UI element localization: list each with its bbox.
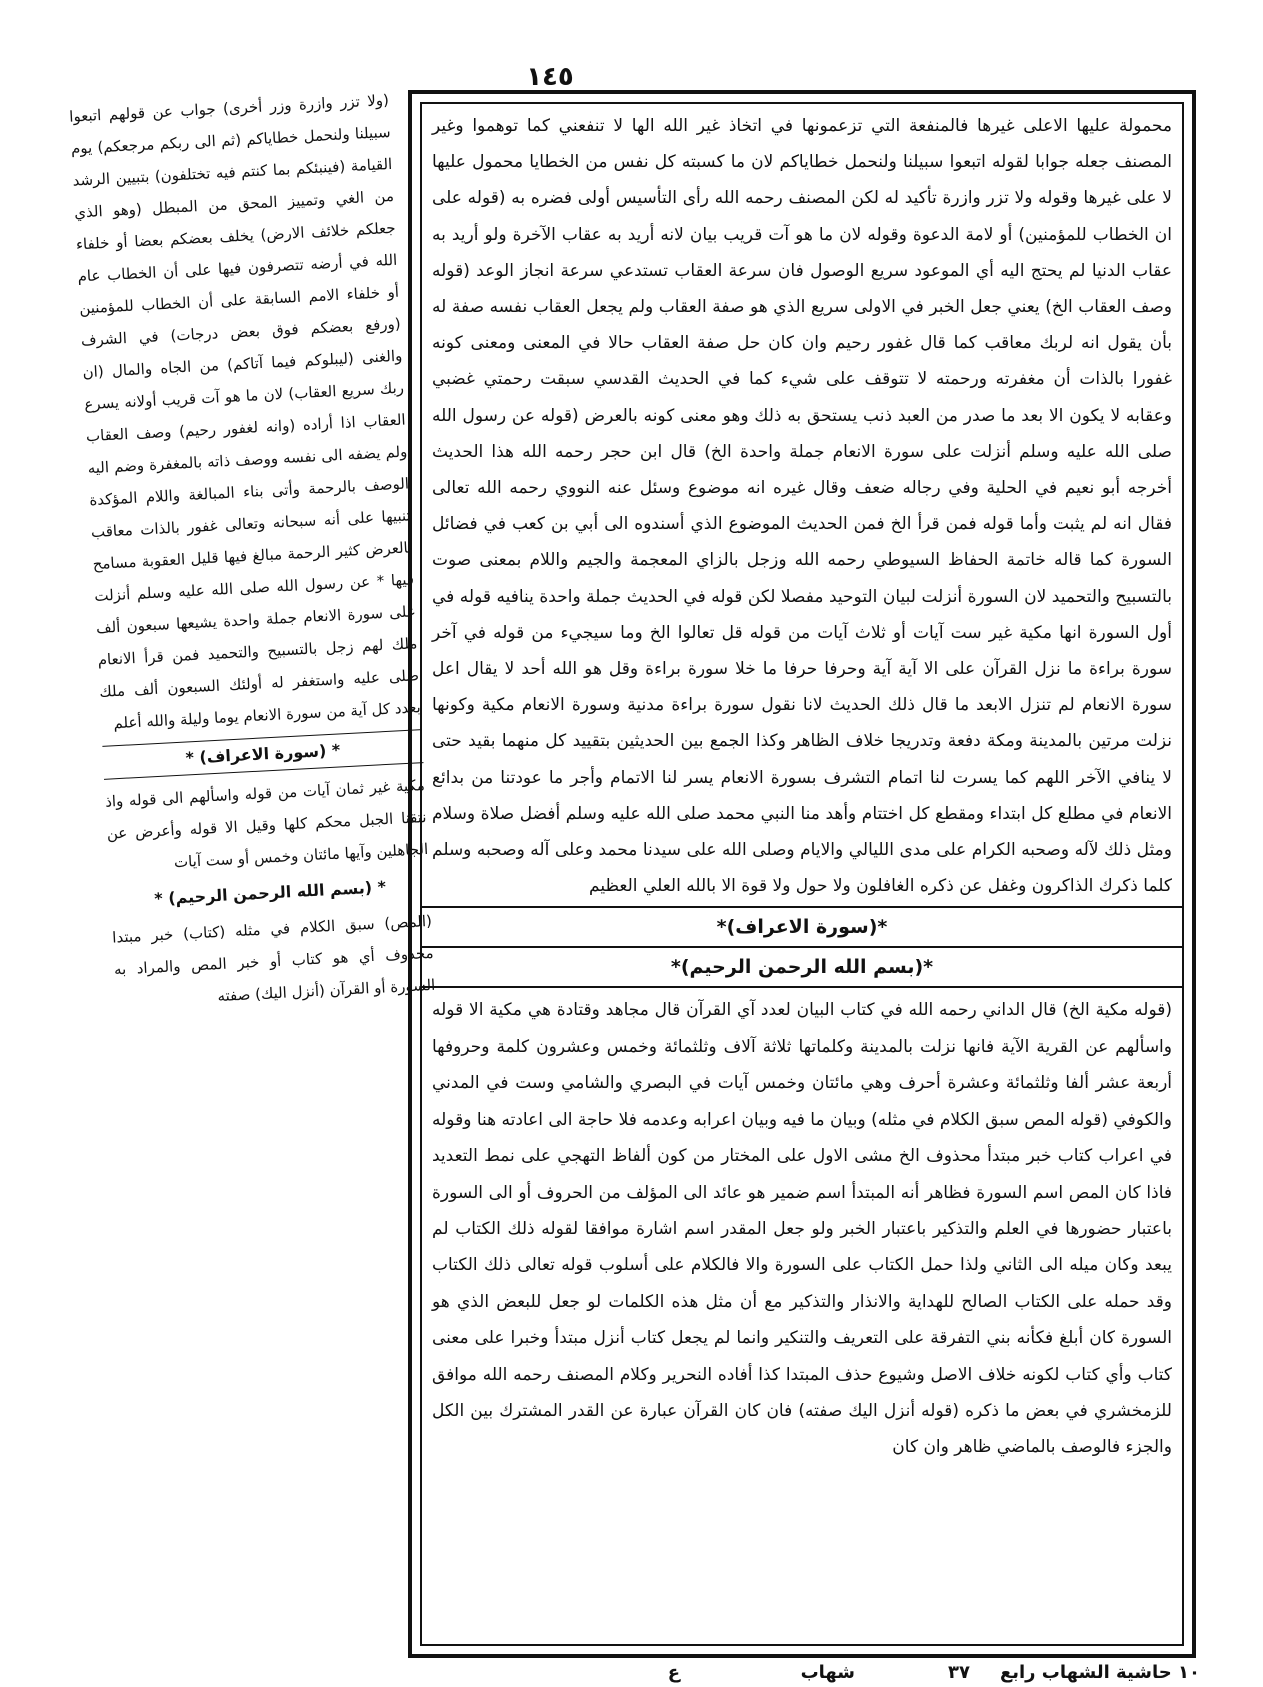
basmala-heading: *(بسم الله الرحمن الرحيم)*	[422, 946, 1182, 988]
page-footer	[420, 1662, 1200, 1686]
margin-tafsir-column	[68, 84, 459, 1459]
margin-basmala-heading: * (بسم الله الرحمن الرحيم) *	[153, 877, 387, 909]
margin-surah-heading: * (سورة الاعراف) *	[102, 729, 423, 780]
margin-text-block-3: (المص) سبق الكلام في مثله (كتاب) خبر مبتدا محذوف أي هو كتاب أو خبر المص والمراد به السورة أو القرآن (أنزل اليك) صفته	[111, 911, 436, 1006]
surah-heading: *(سورة الاعراف)*	[422, 906, 1182, 946]
footer-signature: ١٠ حاشية الشهاب رابع	[999, 1662, 1200, 1683]
footer-book-name: شهاب	[800, 1662, 855, 1683]
margin-text-block: (ولا تزر وازرة وزر أخرى) جواب عن قولهم اتبعوا سبيلنا ولنحمل خطاياكم (ثم الى ربكم مرجعكم) يوم القيامة (فينبئكم بما كنتم فيه تختلفون) بتبيين الرشد من الغي وتمييز المحق من المبطل (وهو الذي جعلكم خلائف الارض) يخلف بعضكم بعضا أو خلفاء الله في أرضه تتصرفون فيها على أن الخطاب عام أو خلفاء الامم السابقة على أن الخطاب للمؤمنين (ورفع بعضكم فوق بعض درجات) في الشرف والغنى (ليبلوكم فيما آتاكم) من الجاه والمال (ان ربك سريع العقاب) لان ما هو آت قريب أولانه يسرع العقاب اذا أراده (وانه لغفور رحيم) وصف العقاب ولم يضفه الى نفسه ووصف ذاته بالمغفرة وضم اليه الوصف بالرحمة وأتى بناء المبالغة واللام المؤكدة تنبيها على أنه سبحانه وتعالى غفور بالذات معاقب بالعرض كثير الرحمة مبالغ فيها قليل العقوبة مسامح فيها * عن رسول الله صلى الله عليه وسلم أنزلت على سورة الانعام جملة واحدة يشيعها سبعون ألف ملك لهم زجل بالتسبيح والتحميد فمن قرأ الانعام صلى عليه واستغفر له أولئك السبعون ألف ملك بعدد كل آية من سورة الانعام يوما وليلة والله أعلم	[68, 90, 422, 733]
page-number: ١٤٥	[526, 62, 574, 92]
main-commentary-text: محمولة عليها الاعلى غيرها فالمنفعة التي تزعمونها في اتخاذ غير الله الها لا تنفعني كما توهموا وغير المصنف جعله جوابا لقوله اتبعوا سبيلنا ولنحمل خطاياكم لان ما كسبته كل نفس من الخطايا محمول عليها لا على غيرها وقوله ولا تزر وازرة تأكيد له لكن المصنف رحمه الله رأى التأسيس أولى فضره به (قوله على ان الخطاب للمؤمنين) أو لامة الدعوة وقوله لان ما هو آت قريب بيان لانه أريد به عقاب الآخرة ولو أريد به عقاب الدنيا لم يحتج اليه أي الموعود سريع الوصول فان سرعة العقاب تستدعي سرعة انجاز الوعد (قوله وصف العقاب الخ) يعني جعل الخبر في الاولى سريع الذي هو صفة العقاب ولم يجعل العقاب نفسه صفة له بأن يقول انه لربك معاقب كما قال غفور رحيم وان كان حل صفة العقاب حالا في المعنى ومعنى كونه غفورا بالذات أن مغفرته ورحمته لا تتوقف على شيء كما في الحديث القدسي سبقت رحمتي غضبي وعقابه لا يكون الا بعد ما صدر من العبد ذنب يستحق به ذلك وهو معنى كونه بالعرض (قوله عن رسول الله صلى الله عليه وسلم أنزلت على سورة الانعام جملة واحدة الخ) قال ابن حجر رحمه الله هذا الحديث أخرجه أبو نعيم في الحلية وفي رجاله ضعف وقال غيره انه موضوع وسئل عنه النووي رحمه الله تعالى فقال انه لم يثبت وأما قوله فمن قرأ الخ فمن الحديث الموضوع الذي أسندوه الى أبي بن كعب في فضائل السورة كما قاله خاتمة الحفاظ السيوطي رحمه الله وزجل بالزاي المعجمة والجيم واللام بمعنى صوت بالتسبيح والتحميد لان السورة أنزلت لبيان التوحيد مفصلا لكن قوله في الحديث جملة واحدة ينافيه قوله في أول السورة انها مكية غير ست آيات أو ثلاث آيات من قوله قل تعالوا الخ وما سيجيء من قوله في آخر سورة براءة ما نزل القرآن على الا آية آية وحرفا حرفا ما خلا سورة براءة وقل هو الله أحد لا يقال اعل سورة الانعام لم تنزل الابعد ما قال ذلك الحديث لانا نقول سورة براءة مدنية وسورة الانعام مكية وكونها نزلت مرتين بالمدينة ومكة دفعة وتدريجا خلاف الظاهر وكذا الجمع بين الحديثين بتقييد كل منهما بقيد حتى لا ينافي الآخر اللهم كما يسرت لنا اتمام التشرف بسورة الانعام يسر لنا الاتمام وأجر ما عودتنا من بدائع الانعام في مطلع كل ابتداء ومقطع كل اختتام وأهد منا النبي محمد صلى الله عليه وسلم أفضل صلاة وسلام ومثل ذلك لآله وصحبه الكرام على مدى الليالي والايام وصلى الله على سيدنا محمد وعلى آله وصحبه وسلم كلما ذكرك الذاكرون وغفل عن ذكره الغافلون ولا حول ولا قوة الا بالله العلي العظيم	[432, 116, 1172, 897]
footer-page-ref: ٣٧	[948, 1662, 970, 1683]
main-commentary-text-continued: (قوله مكية الخ) قال الداني رحمه الله في كتاب البيان لعدد آي القرآن قال مجاهد وقتادة هي مكية الا قوله واسألهم عن القرية الآية فانها نزلت بالمدينة وكلماتها ثلاثة آلاف وثلثمائة وخمس وعشرون كلمة وحروفها أربعة عشر ألفا وثلثمائة وعشرة أحرف وهي مائتان وخمس آيات في البصري والشامي وست في المدني والكوفي (قوله المص سبق الكلام في مثله) وبيان ما فيه وبيان اعرابه وعدمه فلا حاجة الى اعادته هنا وقوله في اعراب كتاب خبر مبتدأ محذوف الخ مشى الاول على المختار من كون ألفاظ التهجي على نمط التعديد فاذا كان المص اسم السورة فظاهر أنه المبتدأ اسم ضمير هو عائد الى المؤلف من الحروف أو الى السورة باعتبار حضورها في العلم والتذكير باعتبار الخبر ولو جعل المقدر اسم اشارة موافقا لقوله ذلك الكتاب لم يبعد وكان ميله الى الثاني ولذا حمل الكتاب على السورة والا فالكلام على أسلوب قوله تعالى ذلك الكتاب وقد حمله على الكتاب الصالح للهداية والانذار والتذكير مع أن مثل هذه الكلمات لو جعل للبعض الذي هو السورة كان أبلغ فكأنه بني التفرقة على التعريف والتنكير وانما لم يجعل كتاب أنزل مبتدأ وخبرا على معنى كتاب وأي كتاب لكونه خلاف الاصل وشيوع حذف المبتدا كذا أفاده النحرير وكلام المصنف رحمه الله موافق للزمخشري في بعض ما ذكره (قوله أنزل اليك صفته) فان كان القرآن عبارة عن القدر المشترك بين الكل والجزء فالوصف بالماضي ظاهر وان كان	[432, 1000, 1172, 1458]
margin-text-block-2: مكية غير ثمان آيات من قوله واسألهم الى قوله واذ نتقنا الجبل محكم كلها وقيل الا قوله وأعرض عن الجاهلين وآيها مائتان وخمس أو ست آيات	[104, 776, 429, 872]
footer-volume: ع	[667, 1662, 680, 1683]
main-commentary-frame	[420, 102, 1184, 1646]
